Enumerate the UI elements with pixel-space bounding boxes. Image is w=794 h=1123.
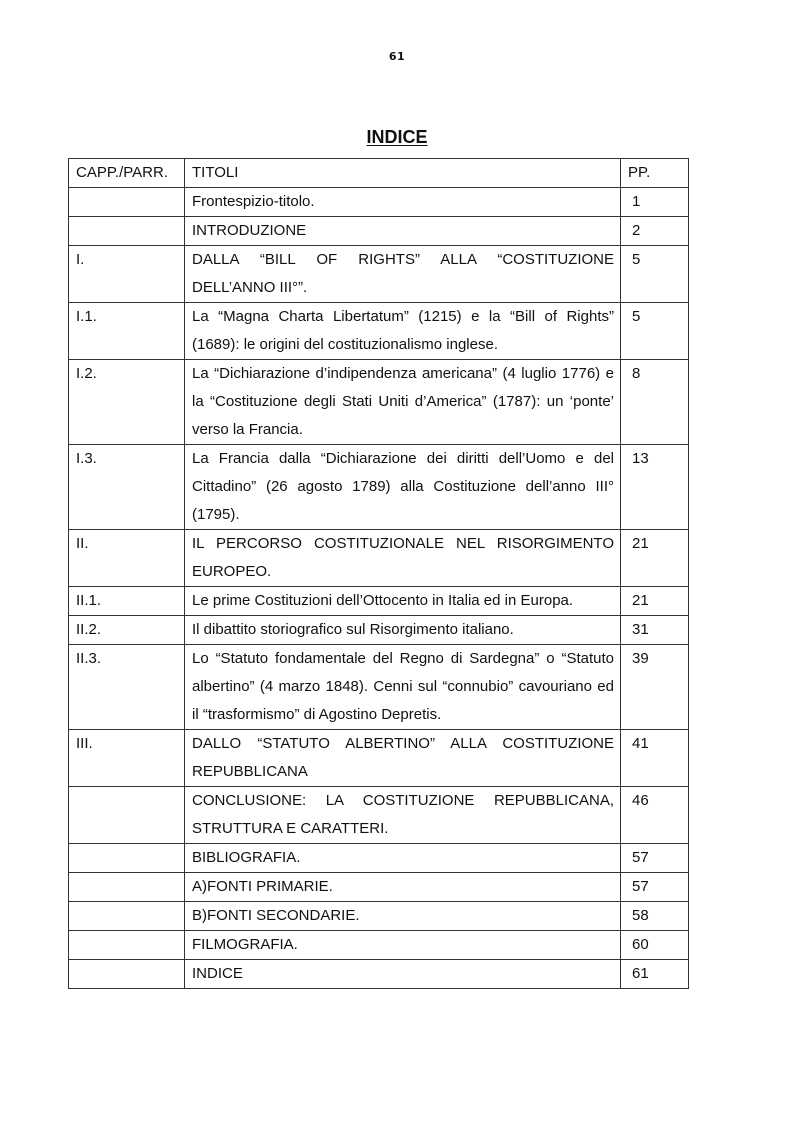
page-cell: 5 [621,246,689,303]
page-cell: 61 [621,960,689,989]
title-cell: CONCLUSIONE: LA COSTITUZIONE REPUBBLICANA, STRUTTURA E CARATTERI. [185,787,621,844]
toc-table [68,158,689,989]
table-row [69,960,689,989]
chapter-cell [69,902,185,931]
table-row [69,873,689,902]
title-cell: FILMOGRAFIA. [185,931,621,960]
title-cell: Lo “Statuto fondamentale del Regno di Sardegna” o “Statuto albertino” (4 marzo 1848). Cenni sul “connubio” cavouriano ed il “trasformismo” di Agostino Depretis. [185,645,621,730]
table-row [69,844,689,873]
chapter-cell: I. [69,246,185,303]
table-row [69,931,689,960]
table-row [69,787,689,844]
chapter-cell [69,844,185,873]
chapter-cell: II. [69,530,185,587]
table-row [69,730,689,787]
table-row [69,188,689,217]
title-cell: DALLA “BILL OF RIGHTS” ALLA “COSTITUZIONE DELL’ANNO III°”. [185,246,621,303]
page-cell: 41 [621,730,689,787]
header-title: TITOLI [185,159,621,188]
table-row [69,303,689,360]
chapter-cell: II.2. [69,616,185,645]
page-cell: 5 [621,303,689,360]
title-cell: La Francia dalla “Dichiarazione dei diritti dell’Uomo e del Cittadino” (26 agosto 1789) alla Costituzione dell’anno III° (1795). [185,445,621,530]
title-cell: La “Dichiarazione d’indipendenza americana” (4 luglio 1776) e la “Costituzione degli Stati Uniti d’America” (1787): un ‘ponte’ verso la Francia. [185,360,621,445]
chapter-cell: III. [69,730,185,787]
page-cell: 58 [621,902,689,931]
page-cell: 57 [621,844,689,873]
title-cell: Il dibattito storiografico sul Risorgimento italiano. [185,616,621,645]
chapter-cell [69,188,185,217]
page-cell: 21 [621,587,689,616]
table-row [69,645,689,730]
title-cell: INDICE [185,960,621,989]
title-cell: Le prime Costituzioni dell’Ottocento in Italia ed in Europa. [185,587,621,616]
title-cell: DALLO “STATUTO ALBERTINO” ALLA COSTITUZIONE REPUBBLICANA [185,730,621,787]
title-cell: A)FONTI PRIMARIE. [185,873,621,902]
page-cell: 46 [621,787,689,844]
header-chapter: CAPP./PARR. [69,159,185,188]
page-cell: 21 [621,530,689,587]
table-row [69,246,689,303]
page-cell: 31 [621,616,689,645]
page-cell: 39 [621,645,689,730]
title-cell: INTRODUZIONE [185,217,621,246]
title-cell: IL PERCORSO COSTITUZIONALE NEL RISORGIMENTO EUROPEO. [185,530,621,587]
title-cell: Frontespizio-titolo. [185,188,621,217]
title-cell: La “Magna Charta Libertatum” (1215) e la “Bill of Rights” (1689): le origini del costituzionalismo inglese. [185,303,621,360]
chapter-cell: II.1. [69,587,185,616]
chapter-cell [69,931,185,960]
title-cell: BIBLIOGRAFIA. [185,844,621,873]
page-number: 61 [388,50,406,63]
table-row [69,445,689,530]
table-row [69,217,689,246]
header-page: PP. [621,159,689,188]
page-cell: 60 [621,931,689,960]
chapter-cell: I.3. [69,445,185,530]
chapter-cell [69,787,185,844]
page-cell: 13 [621,445,689,530]
title-cell: B)FONTI SECONDARIE. [185,902,621,931]
chapter-cell [69,960,185,989]
chapter-cell [69,873,185,902]
page-cell: 1 [621,188,689,217]
chapter-cell [69,217,185,246]
chapter-cell: I.1. [69,303,185,360]
index-title: INDICE [366,127,428,147]
page-cell: 57 [621,873,689,902]
table-row [69,360,689,445]
table-header-row [69,159,689,188]
page-cell: 2 [621,217,689,246]
chapter-cell: II.3. [69,645,185,730]
page-cell: 8 [621,360,689,445]
table-row [69,587,689,616]
table-row [69,530,689,587]
chapter-cell: I.2. [69,360,185,445]
table-row [69,902,689,931]
table-row [69,616,689,645]
